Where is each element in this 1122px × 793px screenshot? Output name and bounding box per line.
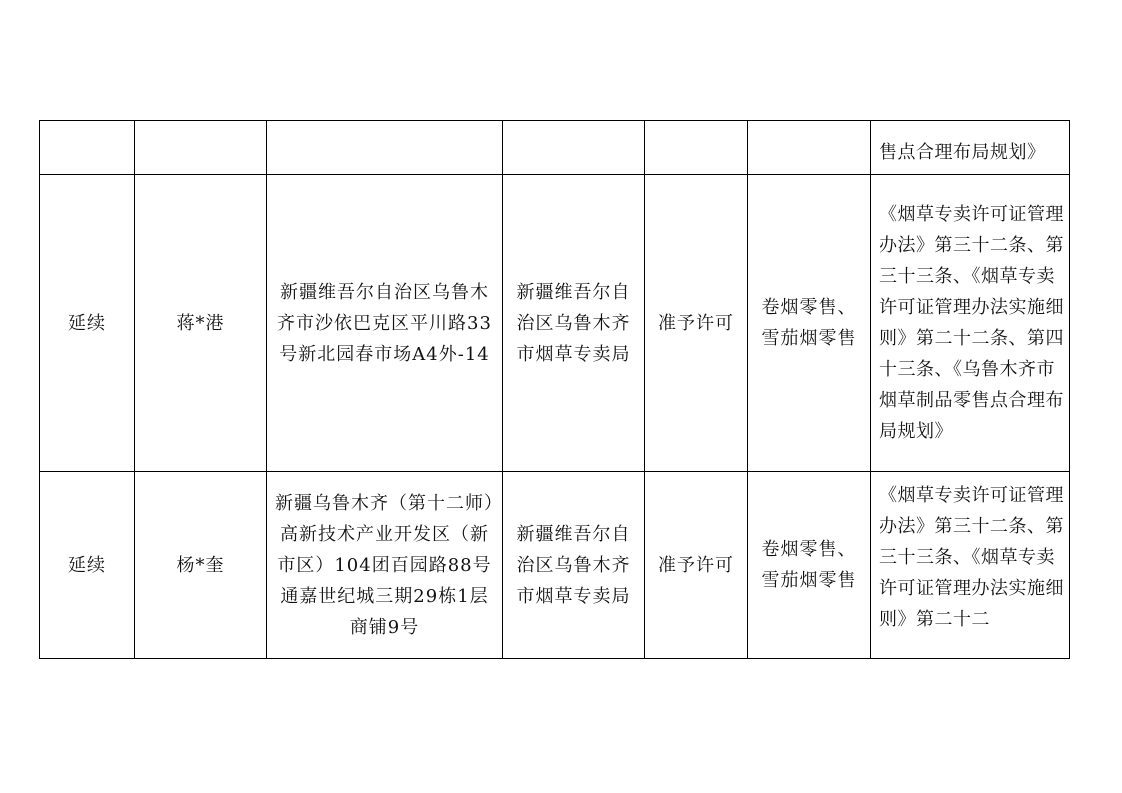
address-cell: 新疆维吾尔自治区乌鲁木齐市沙依巴克区平川路33号新北园春市场A4外-14 [267,175,503,472]
scope-cell: 卷烟零售、雪茄烟零售 [748,472,871,659]
scope-cell: 卷烟零售、雪茄烟零售 [748,175,871,472]
name-cell: 杨*奎 [135,472,267,659]
name-cell: 蒋*港 [135,175,267,472]
authority-cell: 新疆维吾尔自治区乌鲁木齐市烟草专卖局 [503,175,645,472]
basis-cell: 售点合理布局规划》 [871,121,1070,175]
address-cell [267,121,503,175]
type-cell [40,121,135,175]
decision-cell: 准予许可 [645,472,748,659]
table-row [40,472,1070,659]
address-cell: 新疆乌鲁木齐（第十二师）高新技术产业开发区（新市区）104团百园路88号通嘉世纪城三期29栋1层商铺9号 [267,472,503,659]
authority-cell [503,121,645,175]
license-table [39,120,1070,659]
table-row [40,121,1070,175]
type-cell: 延续 [40,472,135,659]
type-cell: 延续 [40,175,135,472]
basis-cell: 《烟草专卖许可证管理办法》第三十二条、第三十三条、《烟草专卖许可证管理办法实施细则》第二十二 [871,472,1070,659]
decision-cell [645,121,748,175]
basis-cell: 《烟草专卖许可证管理办法》第三十二条、第三十三条、《烟草专卖许可证管理办法实施细则》第二十二条、第四十三条、《乌鲁木齐市烟草制品零售点合理布局规划》 [871,175,1070,472]
authority-cell: 新疆维吾尔自治区乌鲁木齐市烟草专卖局 [503,472,645,659]
table-row [40,175,1070,472]
scope-cell [748,121,871,175]
decision-cell: 准予许可 [645,175,748,472]
name-cell [135,121,267,175]
